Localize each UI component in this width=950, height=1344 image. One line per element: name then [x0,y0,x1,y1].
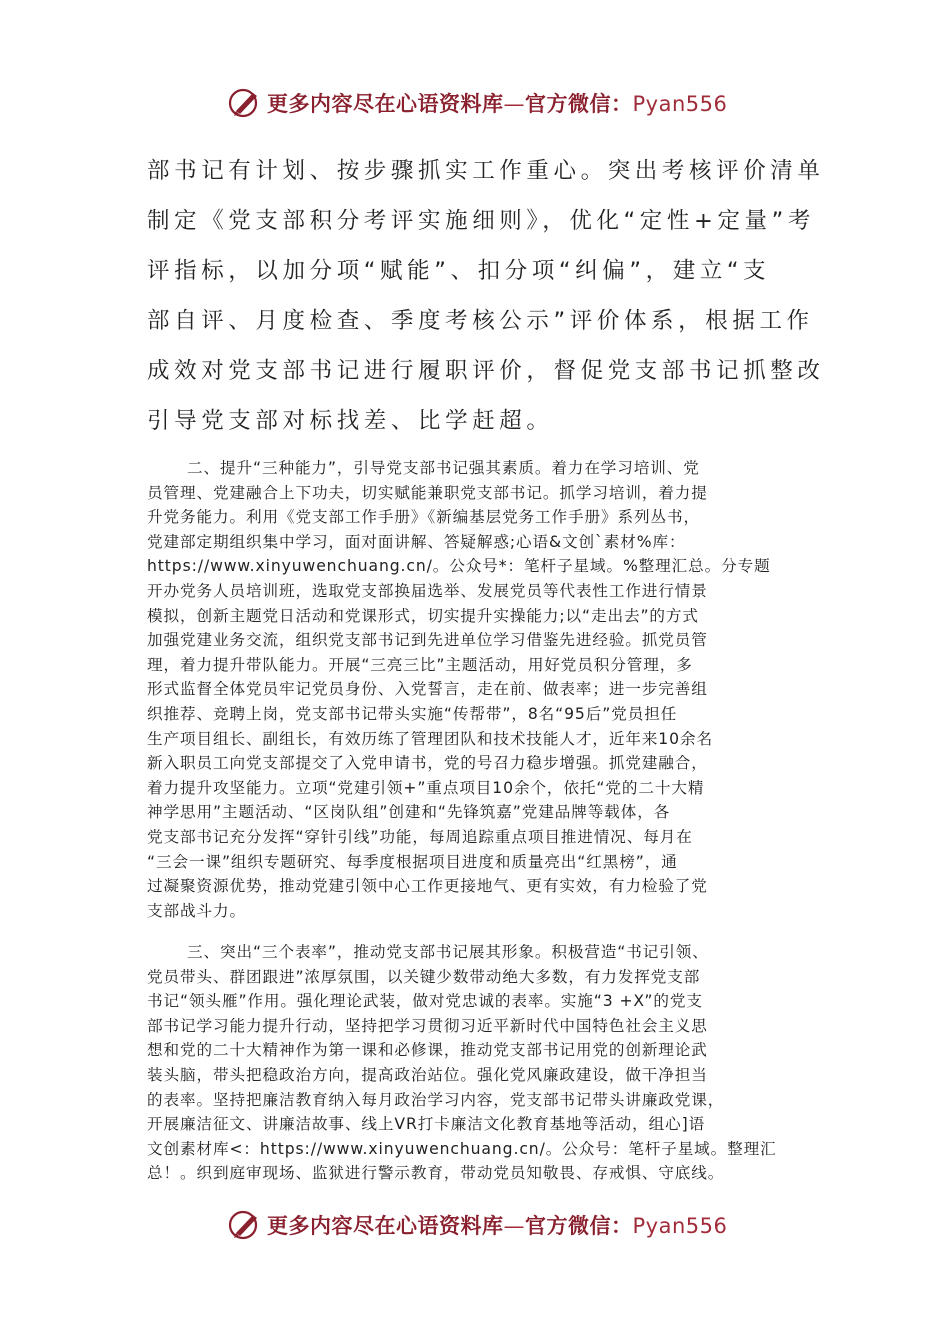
banner-wechat-label: 官方微信： [525,91,633,116]
intro-line: 引导党支部对标找差、比学赶超。 [147,408,554,434]
paragraph-line: 三、突出“三个表率”，推动党支部书记展其形象。积极营造“书记引领、 [187,943,709,961]
banner-brand: 更多内容尽在心语资料库 [267,1213,504,1238]
paragraph-line: 的表率。坚持把廉洁教育纳入每月政治学习内容，党支部书记带头讲廉政党课， [147,1090,725,1109]
paragraph-line: 书记“领头雁”作用。强化理论武装，做对党忠诚的表率。实施“3 +X”的党支 [147,992,703,1011]
paragraph-line: 想和党的二十大精神作为第一课和必修课，推动党支部书记用党的创新理论武 [147,1041,708,1060]
banner-content [227,1205,727,1245]
banner-text [267,1210,727,1240]
banner-wechat-label: 官方微信： [525,1213,633,1238]
paragraph-line: 开展廉洁征文、讲廉洁故事、线上VR打卡廉洁文化教育基地等活动，组心]语 [147,1115,706,1134]
intro-line: 部自评、月度检查、季度考核公示”评价体系，根据工作 [147,308,814,334]
banner-brand: 更多内容尽在心语资料库 [267,91,504,116]
intro-line: 制定《党支部积分考评实施细则》，优化“定性+定量”考 [147,208,816,234]
paragraph-line: 升党务能力。利用《党支部工作手册》《新编基层党务工作手册》系列丛书， [147,508,700,527]
paragraph-line: 新入职员工向党支部提交了入党申请书，党的号召力稳步增强。抓党建融合， [147,754,708,773]
paragraph-line: 开办党务人员培训班，选取党支部换届选举、发展党员等代表性工作进行情景 [147,581,708,600]
paragraph-line: 二、提升“三种能力”，引导党支部书记强其素质。着力在学习培训、党 [187,459,700,477]
intro-line: 评指标，以加分项“赋能”、扣分项“纠偏”，建立“支 [147,258,771,284]
section-3-paragraph [147,940,807,1186]
banner-dash: — [503,1214,525,1238]
paragraph-line: 理，着力提升带队能力。开展“三亮三比”主题活动，用好党员积分管理，多 [147,655,693,674]
paragraph-line: 员管理、党建融合上下功夫，切实赋能兼职党支部书记。抓学习培训，着力提 [147,483,708,502]
banner-text [267,88,727,118]
pen-logo-icon [227,1207,263,1243]
paragraph-line: 部书记学习能力提升行动，坚持把学习贯彻习近平新时代中国特色社会主义思 [147,1016,708,1035]
paragraph-line: 总！。织到庭审现场、监狱进行警示教育，带动党员知敬畏、存戒惧、守底线。 [147,1164,725,1183]
banner-content [227,83,727,123]
paragraph-line: 文创素材库<：https://www.xinyuwenchuang.cn/。公众号：笔杆子星域。整理汇 [147,1139,777,1158]
paragraph-line: 形式监督全体党员牢记党员身份、入党誓言，走在前、做表率；进一步完善组 [147,680,708,699]
paragraph-line: 过凝聚资源优势，推动党建引领中心工作更接地气、更有实效，有力检验了党 [147,877,708,896]
header-banner [0,83,950,123]
banner-wechat-id: Pyan556 [632,1214,728,1238]
paragraph-line: https://www.xinyuwenchuang.cn/。公众号*：笔杆子星域。%整理汇总。分专题 [147,557,771,576]
paragraph-line: 生产项目组长、副组长，有效历练了管理团队和技术技能人才，近年来10余名 [147,729,713,748]
section-2-paragraph [147,456,807,923]
banner-wechat-id: Pyan556 [632,92,728,116]
paragraph-line: 党员带头、群团跟进”浓厚氛围，以关键少数带动绝大多数，有力发挥党支部 [147,967,701,986]
paragraph-line: 加强党建业务交流，组织党支部书记到先进单位学习借鉴先进经验。抓党员管 [147,631,708,650]
footer-banner [0,1205,950,1245]
paragraph-line: 支部战斗力。 [147,901,246,920]
paragraph-line: 党支部书记充分发挥“穿针引线”功能，每周追踪重点项目推进情况、每月在 [147,827,693,846]
intro-paragraph [147,146,825,446]
paragraph-line: 织推荐、竞聘上岗，党支部书记带头实施“传帮带”，8名“95后”党员担任 [147,704,678,723]
pen-logo-icon [227,85,263,121]
paragraph-line: “三会一课”组织专题研究、每季度根据项目进度和质量亮出“红黑榜”，通 [147,852,678,871]
paragraph-line: 模拟，创新主题党日活动和党课形式，切实提升实操能力;以“走出去”的方式 [147,606,699,625]
intro-line: 部书记有计划、按步骤抓实工作重心。突出考核评价清单 [147,158,825,184]
intro-line: 成效对党支部书记进行履职评价，督促党支部书记抓整改 [147,358,825,384]
paragraph-line: 着力提升攻坚能力。立项“党建引领+”重点项目10余个，依托“党的二十大精 [147,778,705,797]
paragraph-line: 装头脑，带头把稳政治方向，提高政治站位。强化党风廉政建设，做干净担当 [147,1065,708,1084]
paragraph-line: 神学思用”主题活动、“区岗队组”创建和“先锋筑嘉”党建品牌等载体，各 [147,803,671,822]
banner-dash: — [503,92,525,116]
paragraph-line: 党建部定期组织集中学习，面对面讲解、答疑解惑;心语&文创`素材%库： [147,532,686,551]
